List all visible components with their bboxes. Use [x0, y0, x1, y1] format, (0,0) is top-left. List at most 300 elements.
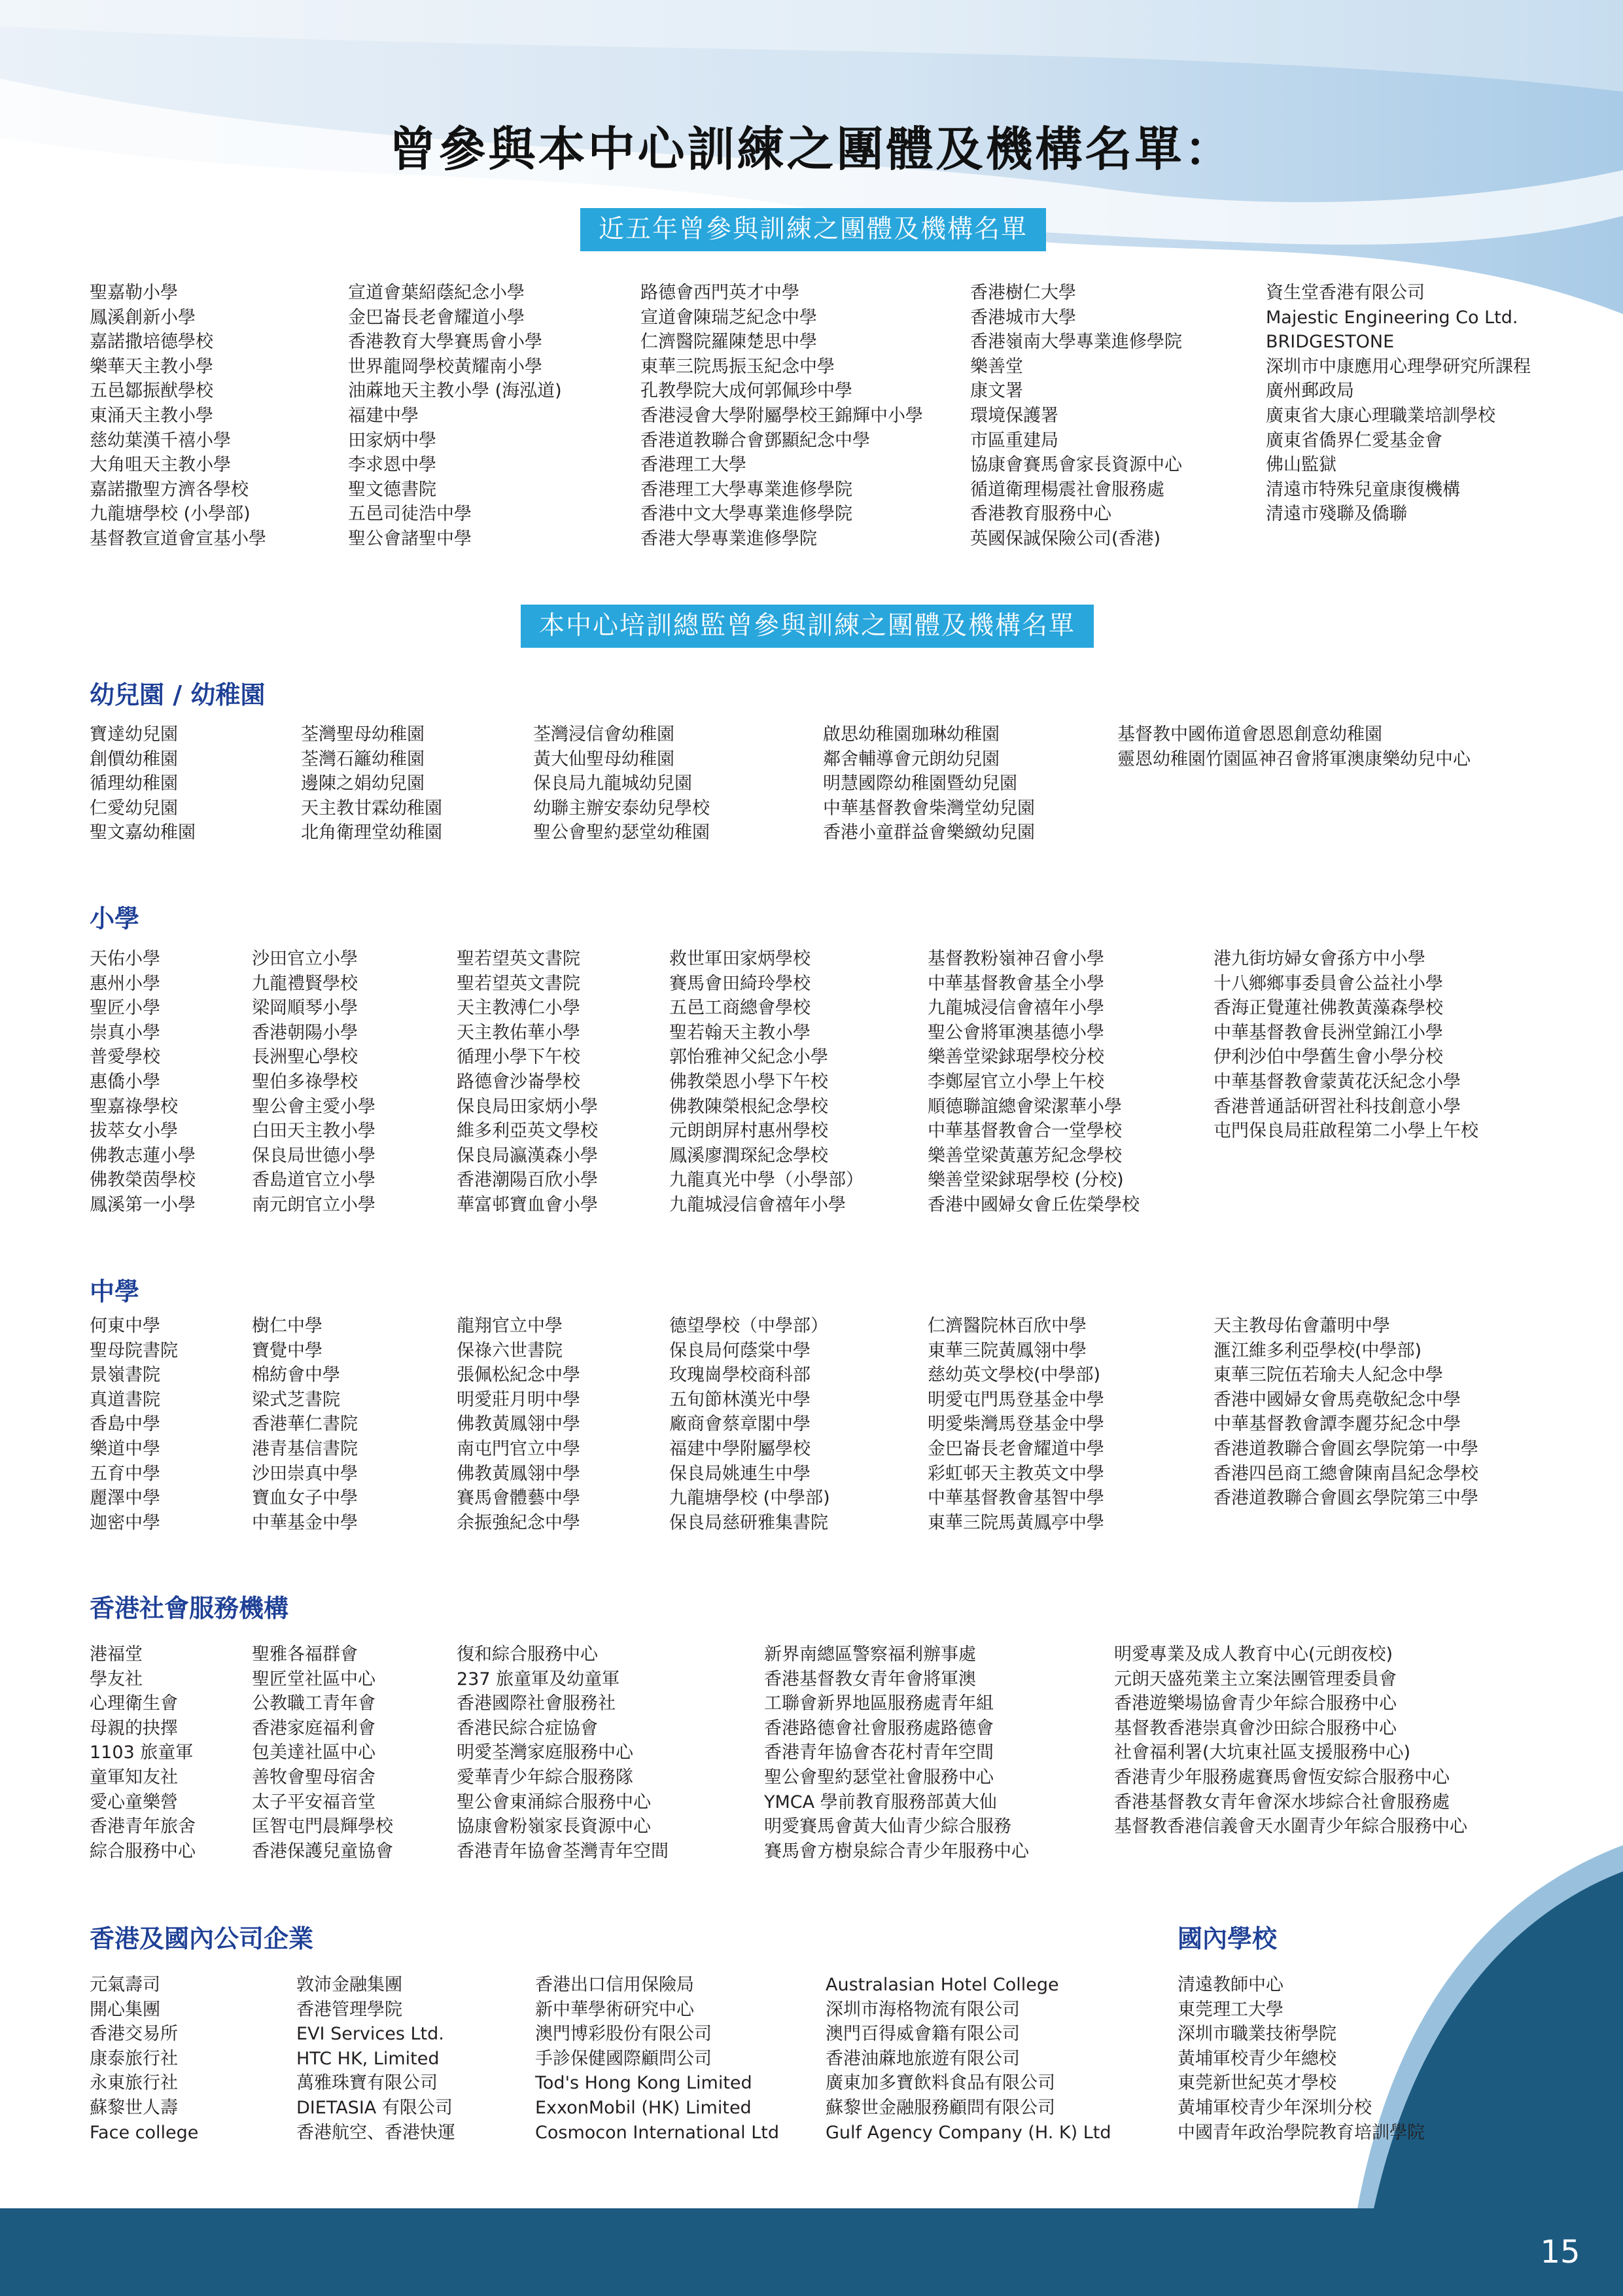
list-item: 天佑小學	[90, 949, 160, 969]
list-item: Gulf Agency Company (H. K) Ltd	[826, 2122, 1111, 2143]
list-item: 康泰旅行社	[90, 2048, 178, 2069]
list-item: 香港青少年服務處賽馬會恆安綜合服務中心	[1114, 1767, 1450, 1788]
list-item: 聖嘉勒小學	[90, 283, 178, 303]
list-item: Majestic Engineering Co Ltd.	[1266, 307, 1518, 328]
list-item: 玫瑰崗學校商科部	[669, 1365, 811, 1386]
list-item: 東華三院馬振玉紀念中學	[640, 356, 835, 377]
list-item: 基督教粉嶺神召會小學	[928, 949, 1104, 969]
list-item: 香港遊樂場協會青少年綜合服務中心	[1114, 1693, 1397, 1714]
list-item: 聖母院書院	[90, 1340, 178, 1361]
list-item: 仁濟醫院林百欣中學	[928, 1316, 1087, 1336]
list-item: 德望學校（中學部）	[669, 1316, 828, 1336]
list-item: 賽馬會田綺玲學校	[669, 973, 811, 994]
list-item: 五旬節林漢光中學	[669, 1389, 811, 1410]
list-item: 東涌天主教小學	[90, 405, 213, 426]
recent-column-4	[970, 281, 1182, 552]
list-item: 沙田崇真中學	[252, 1463, 358, 1484]
mainland-schools-heading: 國內學校	[1178, 1924, 1278, 1953]
list-item: 油蔴地天主教小學 (海泓道)	[348, 381, 562, 402]
list-item: 聖若望英文書院	[457, 949, 580, 969]
list-item: 清遠教師中心	[1178, 1975, 1283, 1995]
kindergarten-column-4	[823, 722, 1035, 845]
list-item: 五邑工商總會學校	[669, 998, 811, 1019]
list-item: 敦沛金融集團	[296, 1975, 402, 1995]
list-item: 廣東省大康心理職業培訓學校	[1266, 405, 1495, 426]
list-item: 聖若翰天主教小學	[669, 1022, 811, 1043]
list-item: 中華基督教會基全小學	[928, 973, 1104, 994]
list-item: 母親的抉擇	[90, 1718, 178, 1739]
list-item: 香港潮陽百欣小學	[457, 1170, 598, 1191]
list-item: 香港保護兒童協會	[252, 1841, 393, 1862]
list-item: 循道衛理楊震社會服務處	[970, 479, 1164, 500]
list-item: 余振強紀念中學	[457, 1512, 580, 1533]
list-item: DIETASIA 有限公司	[296, 2097, 453, 2118]
list-item: 中華基督教會蒙黃花沃紀念小學	[1213, 1071, 1461, 1092]
primary-column-4	[669, 947, 864, 1218]
list-item: 香港青年協會荃灣青年空間	[457, 1841, 669, 1862]
list-item: 心理衛生會	[90, 1693, 178, 1714]
list-item: 佛教陳榮根紀念學校	[669, 1096, 828, 1117]
list-item: 基督教中國佈道會恩恩創意幼稚園	[1117, 724, 1382, 745]
list-item: 荃灣浸信會幼稚園	[533, 724, 674, 745]
list-item: 蘇黎世人壽	[90, 2097, 178, 2118]
list-item: 田家炳中學	[348, 430, 436, 451]
list-item: 佛教黃鳳翎中學	[457, 1414, 580, 1435]
list-item: 英國保誠保險公司(香港)	[970, 528, 1161, 549]
list-item: 賽馬會體藝中學	[457, 1488, 580, 1509]
list-item: 香港中國婦女會丘佐榮學校	[928, 1194, 1140, 1215]
list-item: 北角衛理堂幼稚園	[301, 822, 442, 843]
list-item: 滙江維多利亞學校(中學部)	[1213, 1340, 1422, 1361]
list-item: 中華基督教會基智中學	[928, 1488, 1104, 1509]
list-item: 香港大學專業進修學院	[640, 528, 817, 549]
list-item: 寶達幼兒園	[90, 724, 178, 745]
list-item: 明愛荃灣家庭服務中心	[457, 1742, 633, 1763]
recent-column-3	[640, 281, 923, 552]
list-item: 澳門百得威會籍有限公司	[826, 2024, 1020, 2045]
list-item: 香港交易所	[90, 2024, 178, 2045]
secondary-column-4	[669, 1314, 830, 1535]
list-item: 香港國際社會服務社	[457, 1693, 616, 1714]
list-item: 佛教黃鳳翎中學	[457, 1463, 580, 1484]
social-services-heading: 香港社會服務機構	[90, 1594, 289, 1623]
list-item: Australasian Hotel College	[826, 1975, 1059, 1995]
list-item: 李鄭屋官立小學上午校	[928, 1071, 1104, 1092]
kindergarten-column-3	[533, 722, 710, 845]
companies-column-4	[826, 1973, 1111, 2145]
list-item: 1103 旅童軍	[90, 1742, 194, 1763]
list-item: 明愛屯門馬登基金中學	[928, 1389, 1104, 1410]
list-item: 九龍城浸信會禧年小學	[928, 998, 1104, 1019]
list-item: 天主教佑華小學	[457, 1022, 580, 1043]
list-item: 龍翔官立中學	[457, 1316, 563, 1336]
list-item: 東華三院黃鳳翎中學	[928, 1340, 1087, 1361]
list-item: 善牧會聖母宿舍	[252, 1767, 375, 1788]
list-item: 市區重建局	[970, 430, 1058, 451]
kindergarten-column-1	[90, 722, 196, 845]
list-item: 香港朝陽小學	[252, 1022, 358, 1043]
list-item: 香港浸會大學附屬學校王錦輝中小學	[640, 405, 923, 426]
list-item: 明愛專業及成人教育中心(元朗夜校)	[1114, 1644, 1393, 1665]
list-item: 十八鄉鄉事委員會公益社小學	[1213, 973, 1443, 994]
list-item: 嘉諾撒聖方濟各學校	[90, 479, 249, 500]
social-column-5	[1114, 1642, 1467, 1839]
list-item: 麗澤中學	[90, 1488, 160, 1509]
list-item: 基督教香港信義會天水圍青少年綜合服務中心	[1114, 1816, 1467, 1837]
list-item: 天主教溥仁小學	[457, 998, 580, 1019]
list-item: 華富邨寶血會小學	[457, 1194, 598, 1215]
list-item: 手診保健國際顧問公司	[535, 2048, 712, 2069]
list-item: 佛山監獄	[1266, 455, 1336, 476]
list-item: 棉紡會中學	[252, 1365, 340, 1386]
list-item: 聖公會主愛小學	[252, 1096, 375, 1117]
list-item: 宣道會葉紹蔭紀念小學	[348, 283, 525, 303]
list-item: 聖文德書院	[348, 479, 436, 500]
list-item: 明愛莊月明中學	[457, 1389, 580, 1410]
list-item: 香島道官立小學	[252, 1170, 375, 1191]
list-item: 匡智屯門晨輝學校	[252, 1816, 393, 1837]
list-item: 聖文嘉幼稚園	[90, 822, 196, 843]
list-item: 荃灣聖母幼稚園	[301, 724, 425, 745]
list-item: BRIDGESTONE	[1266, 332, 1395, 353]
social-column-3	[457, 1642, 669, 1863]
recent-five-years-banner: 近五年曾參與訓練之團體及機構名單	[580, 208, 1046, 251]
list-item: 明愛柴灣馬登基金中學	[928, 1414, 1104, 1435]
list-item: 社會福利署(大坑東社區支援服務中心)	[1114, 1742, 1411, 1763]
list-item: 聖匠堂社區中心	[252, 1669, 375, 1689]
list-item: 迦密中學	[90, 1512, 160, 1533]
list-item: 包美達社區中心	[252, 1742, 375, 1763]
list-item: 樂道中學	[90, 1438, 160, 1459]
list-item: 復和綜合服務中心	[457, 1644, 598, 1665]
list-item: 聖雅各福群會	[252, 1644, 358, 1665]
list-item: 綜合服務中心	[90, 1841, 196, 1862]
list-item: 樂華天主教小學	[90, 356, 213, 377]
primary-heading: 小學	[90, 904, 140, 933]
list-item: 宣道會陳瑞芝紀念中學	[640, 307, 817, 328]
list-item: 香港教育大學賽馬會小學	[348, 332, 542, 353]
list-item: 元氣壽司	[90, 1975, 160, 1995]
list-item: 愛心童樂營	[90, 1792, 178, 1812]
secondary-column-2	[252, 1314, 358, 1535]
list-item: 237 旅童軍及幼童軍	[457, 1669, 620, 1689]
list-item: 南元朗官立小學	[252, 1194, 375, 1215]
list-item: 郭怡雅神父紀念小學	[669, 1047, 828, 1068]
list-item: 新界南總區警察福利辦事處	[764, 1644, 976, 1665]
list-item: 東莞理工大學	[1178, 1999, 1283, 2020]
list-item: 佛教榮茵學校	[90, 1170, 196, 1191]
secondary-column-1	[90, 1314, 178, 1535]
list-item: 廣東加多寶飲料食品有限公司	[826, 2073, 1055, 2094]
list-item: 五邑鄒振猷學校	[90, 381, 213, 402]
list-item: 清遠市特殊兒童康復機構	[1266, 479, 1460, 500]
mainland-schools-column	[1178, 1973, 1425, 2145]
list-item: 萬雅珠寶有限公司	[296, 2073, 438, 2094]
list-item: 愛華青少年綜合服務隊	[457, 1767, 633, 1788]
list-item: 香島中學	[90, 1414, 160, 1435]
list-item: 保良局何蔭棠中學	[669, 1340, 811, 1361]
secondary-column-6	[1213, 1314, 1478, 1511]
list-item: 東莞新世紀英才學校	[1178, 2073, 1336, 2094]
list-item: 香港道教聯合會鄧顯紀念中學	[640, 430, 870, 451]
list-item: 港九街坊婦女會孫方中小學	[1213, 949, 1425, 969]
list-item: 拔萃女小學	[90, 1121, 178, 1142]
list-item: 香港城市大學	[970, 307, 1076, 328]
recent-column-1	[90, 281, 266, 552]
secondary-column-5	[928, 1314, 1104, 1535]
list-item: 聖公會聖約瑟堂社會服務中心	[764, 1767, 994, 1788]
recent-column-5	[1266, 281, 1531, 527]
list-item: 梁式芝書院	[252, 1389, 340, 1410]
list-item: 仁濟醫院羅陳楚思中學	[640, 332, 817, 353]
list-item: 香港基督教女青年會將軍澳	[764, 1669, 976, 1689]
list-item: 鄰舍輔導會元朗幼兒園	[823, 749, 1000, 769]
list-item: 普愛學校	[90, 1047, 160, 1068]
list-item: 天主教母佑會蕭明中學	[1213, 1316, 1390, 1336]
list-item: 聖公會諸聖中學	[348, 528, 472, 549]
list-item: 童軍知友社	[90, 1767, 178, 1788]
list-item: Cosmocon International Ltd	[535, 2122, 779, 2143]
list-item: 協康會賽馬會家長資源中心	[970, 455, 1182, 476]
list-item: 聖公會聖約瑟堂幼稚園	[533, 822, 710, 843]
list-item: 保良局瀛漢森小學	[457, 1145, 598, 1166]
list-item: 孔教學院大成何郭佩珍中學	[640, 381, 852, 402]
list-item: 嘉諾撒培德學校	[90, 332, 213, 353]
list-item: 澳門博彩股份有限公司	[535, 2024, 712, 2045]
list-item: 鳳溪創新小學	[90, 307, 196, 328]
list-item: 何東中學	[90, 1316, 160, 1336]
social-column-2	[252, 1642, 393, 1863]
list-item: 樹仁中學	[252, 1316, 323, 1336]
list-item: 路德會沙崙學校	[457, 1071, 580, 1092]
list-item: 康文署	[970, 381, 1023, 402]
list-item: 南屯門官立中學	[457, 1438, 580, 1459]
list-item: 香港樹仁大學	[970, 283, 1076, 303]
list-item: 中華基金中學	[252, 1512, 358, 1533]
list-item: 寶血女子中學	[252, 1488, 358, 1509]
list-item: 東華三院伍若瑜夫人紀念中學	[1213, 1365, 1443, 1386]
list-item: 鳳溪廖潤琛紀念學校	[669, 1145, 828, 1166]
list-item: 黃埔軍校青少年總校	[1178, 2048, 1336, 2069]
list-item: 保良局田家炳小學	[457, 1096, 598, 1117]
list-item: 惠僑小學	[90, 1071, 160, 1092]
list-item: 靈恩幼稚園竹園區神召會將軍澳康樂幼兒中心	[1117, 749, 1471, 769]
list-item: 基督教香港崇真會沙田綜合服務中心	[1114, 1718, 1397, 1739]
director-training-banner: 本中心培訓總監曾參與訓練之團體及機構名單	[521, 605, 1094, 648]
list-item: 聖嘉祿學校	[90, 1096, 178, 1117]
list-item: 福建中學	[348, 405, 419, 426]
list-item: 沙田官立小學	[252, 949, 358, 969]
list-item: 香港民綜合症協會	[457, 1718, 598, 1739]
kindergarten-column-5	[1117, 722, 1471, 771]
list-item: 九龍禮賢學校	[252, 973, 358, 994]
list-item: 聖伯多祿學校	[252, 1071, 358, 1092]
list-item: 香港青年旅舍	[90, 1816, 196, 1837]
list-item: 邊陳之娟幼兒園	[301, 773, 425, 794]
list-item: 香港嶺南大學專業進修學院	[970, 332, 1182, 353]
list-item: 啟思幼稚園珈琳幼稚園	[823, 724, 1000, 745]
list-item: 崇真小學	[90, 1022, 160, 1043]
list-item: 九龍城浸信會禧年小學	[669, 1194, 846, 1215]
list-item: 黃埔軍校青少年深圳分校	[1178, 2097, 1372, 2118]
list-item: 明慧國際幼稚園暨幼兒園	[823, 773, 1017, 794]
list-item: 黃大仙聖母幼稚園	[533, 749, 674, 769]
list-item: 廠商會蔡章閣中學	[669, 1414, 811, 1435]
list-item: 樂善堂梁黃蕙芳紀念學校	[928, 1145, 1122, 1166]
list-item: 公教職工青年會	[252, 1693, 375, 1714]
list-item: 仁愛幼兒園	[90, 798, 178, 819]
kindergarten-heading: 幼兒園 / 幼稚園	[90, 680, 266, 709]
list-item: 樂善堂梁銶琚學校 (分校)	[928, 1170, 1124, 1191]
list-item: 聖公會東涌綜合服務中心	[457, 1792, 651, 1812]
list-item: 香港道教聯合會圓玄學院第一中學	[1213, 1438, 1478, 1459]
list-item: 景嶺書院	[90, 1365, 160, 1386]
list-item: 李求恩中學	[348, 455, 436, 476]
list-item: HTC HK, Limited	[296, 2048, 440, 2069]
secondary-heading: 中學	[90, 1277, 140, 1306]
list-item: 世界龍岡學校黃耀南小學	[348, 356, 542, 377]
list-item: 元朗朗屏村惠州學校	[669, 1121, 828, 1142]
list-item: 佛教志蓮小學	[90, 1145, 196, 1166]
primary-column-6	[1213, 947, 1478, 1144]
list-item: 九龍塘學校 (中學部)	[669, 1488, 830, 1509]
list-item: 太子平安福音堂	[252, 1792, 375, 1812]
list-item: 福建中學附屬學校	[669, 1438, 811, 1459]
list-item: 香港路德會社會服務處路德會	[764, 1718, 994, 1739]
list-item: EVI Services Ltd.	[296, 2024, 444, 2045]
list-item: 保良局姚連生中學	[669, 1463, 811, 1484]
list-item: 荃灣石籬幼稚園	[301, 749, 425, 769]
list-item: 協康會粉嶺家長資源中心	[457, 1816, 651, 1837]
list-item: 中華基督教會譚李麗芬紀念中學	[1213, 1414, 1461, 1435]
secondary-column-3	[457, 1314, 580, 1535]
list-item: 梁岡順琴小學	[252, 998, 358, 1019]
list-item: Tod's Hong Kong Limited	[535, 2073, 752, 2094]
list-item: 清遠市殘聯及僑聯	[1266, 504, 1407, 525]
list-item: 鳳溪第一小學	[90, 1194, 196, 1215]
list-item: 蘇黎世金融服務顧問有限公司	[826, 2097, 1055, 2118]
companies-column-3	[535, 1973, 779, 2145]
list-item: 香港中文大學專業進修學院	[640, 504, 852, 525]
list-item: 九龍真光中學（小學部）	[669, 1170, 864, 1191]
social-column-4	[764, 1642, 1029, 1863]
list-item: 香港普通話研習社科技創意小學	[1213, 1096, 1461, 1117]
list-item: 香港出口信用保險局	[535, 1975, 694, 1995]
list-item: 創價幼稚園	[90, 749, 178, 769]
list-item: 香港華仁書院	[252, 1414, 358, 1435]
list-item: 香港家庭福利會	[252, 1718, 375, 1739]
list-item: 保良局世德小學	[252, 1145, 375, 1166]
list-item: 廣州郵政局	[1266, 381, 1354, 402]
footer-bar	[0, 2208, 1623, 2296]
list-item: 中華基督教會合一堂學校	[928, 1121, 1122, 1142]
list-item: 香港小童群益會樂緻幼兒園	[823, 822, 1035, 843]
list-item: 五邑司徒浩中學	[348, 504, 472, 525]
list-item: 長洲聖心學校	[252, 1047, 358, 1068]
list-item: 伊利沙伯中學舊生會小學分校	[1213, 1047, 1443, 1068]
list-item: 東華三院馬黃鳳亭中學	[928, 1512, 1104, 1533]
list-item: 順德聯誼總會梁潔華小學	[928, 1096, 1122, 1117]
recent-column-2	[348, 281, 562, 552]
list-item: 香海正覺蓮社佛教黃藻森學校	[1213, 998, 1443, 1019]
list-item: 學友社	[90, 1669, 143, 1689]
list-item: 深圳市職業技術學院	[1178, 2024, 1336, 2045]
list-item: 香港油蔴地旅遊有限公司	[826, 2048, 1020, 2069]
list-item: 深圳市中康應用心理學研究所課程	[1266, 356, 1531, 377]
list-item: 循理幼稚園	[90, 773, 178, 794]
list-item: 新中華學術研究中心	[535, 1999, 694, 2020]
list-item: 香港理工大學	[640, 455, 746, 476]
list-item: 樂善堂梁銶琚學校分校	[928, 1047, 1104, 1068]
list-item: 路德會西門英才中學	[640, 283, 799, 303]
list-item: 真道書院	[90, 1389, 160, 1410]
companies-column-1	[90, 1973, 198, 2145]
list-item: Face college	[90, 2122, 199, 2143]
list-item: 聖公會將軍澳基德小學	[928, 1022, 1104, 1043]
list-item: 環境保護署	[970, 405, 1058, 426]
list-item: 慈幼葉漢千禧小學	[90, 430, 231, 451]
primary-column-5	[928, 947, 1140, 1218]
list-item: 香港航空、香港快運	[296, 2122, 455, 2143]
list-item: 中華基督教會長洲堂錦江小學	[1213, 1022, 1443, 1043]
list-item: 賽馬會方樹泉綜合青少年服務中心	[764, 1841, 1029, 1862]
list-item: 寶覺中學	[252, 1340, 323, 1361]
list-item: 中國青年政治學院教育培訓學院	[1178, 2122, 1425, 2143]
list-item: YMCA 學前教育服務部黃大仙	[764, 1792, 997, 1812]
list-item: 循理小學下午校	[457, 1047, 580, 1068]
list-item: 救世軍田家炳學校	[669, 949, 811, 969]
list-item: 深圳市海格物流有限公司	[826, 1999, 1020, 2020]
list-item: 元朗天盛苑業主立案法團管理委員會	[1114, 1669, 1397, 1689]
list-item: 香港基督教女青年會深水埗綜合社會服務處	[1114, 1792, 1450, 1812]
primary-column-3	[457, 947, 598, 1218]
list-item: 香港管理學院	[296, 1999, 402, 2020]
list-item: 香港青年協會杏花村青年空間	[764, 1742, 994, 1763]
list-item: 基督教宣道會宣基小學	[90, 528, 266, 549]
list-item: 慈幼英文學校(中學部)	[928, 1365, 1101, 1386]
list-item: 聖若望英文書院	[457, 973, 580, 994]
page-number: 15	[1540, 2234, 1580, 2270]
primary-column-1	[90, 947, 196, 1218]
primary-column-2	[252, 947, 375, 1218]
list-item: 資生堂香港有限公司	[1266, 283, 1425, 303]
list-item: 開心集團	[90, 1999, 160, 2020]
list-item: 保祿六世書院	[457, 1340, 563, 1361]
list-item: 五育中學	[90, 1463, 160, 1484]
list-item: 金巴崙長老會耀道小學	[348, 307, 525, 328]
list-item: 樂善堂	[970, 356, 1023, 377]
list-item: 中華基督教會柴灣堂幼兒園	[823, 798, 1035, 819]
list-item: 廣東省僑界仁愛基金會	[1266, 430, 1442, 451]
list-item: 港福堂	[90, 1644, 143, 1665]
list-item: 聖匠小學	[90, 998, 160, 1019]
list-item: 維多利亞英文學校	[457, 1121, 598, 1142]
list-item: 屯門保良局莊啟程第二小學上午校	[1213, 1121, 1478, 1142]
list-item: 香港中國婦女會馬堯敬紀念中學	[1213, 1389, 1461, 1410]
list-item: 金巴崙長老會耀道中學	[928, 1438, 1104, 1459]
list-item: 白田天主教小學	[252, 1121, 375, 1142]
list-item: 惠州小學	[90, 973, 160, 994]
list-item: 港青基信書院	[252, 1438, 358, 1459]
list-item: 保良局九龍城幼兒園	[533, 773, 692, 794]
list-item: 香港理工大學專業進修學院	[640, 479, 852, 500]
companies-column-2	[296, 1973, 455, 2145]
kindergarten-column-2	[301, 722, 442, 845]
list-item: 張佩松紀念中學	[457, 1365, 580, 1386]
list-item: 香港道教聯合會圓玄學院第三中學	[1213, 1488, 1478, 1509]
list-item: 工聯會新界地區服務處青年組	[764, 1693, 994, 1714]
page-title: 曾參與本中心訓練之團體及機構名單：	[389, 122, 1234, 177]
